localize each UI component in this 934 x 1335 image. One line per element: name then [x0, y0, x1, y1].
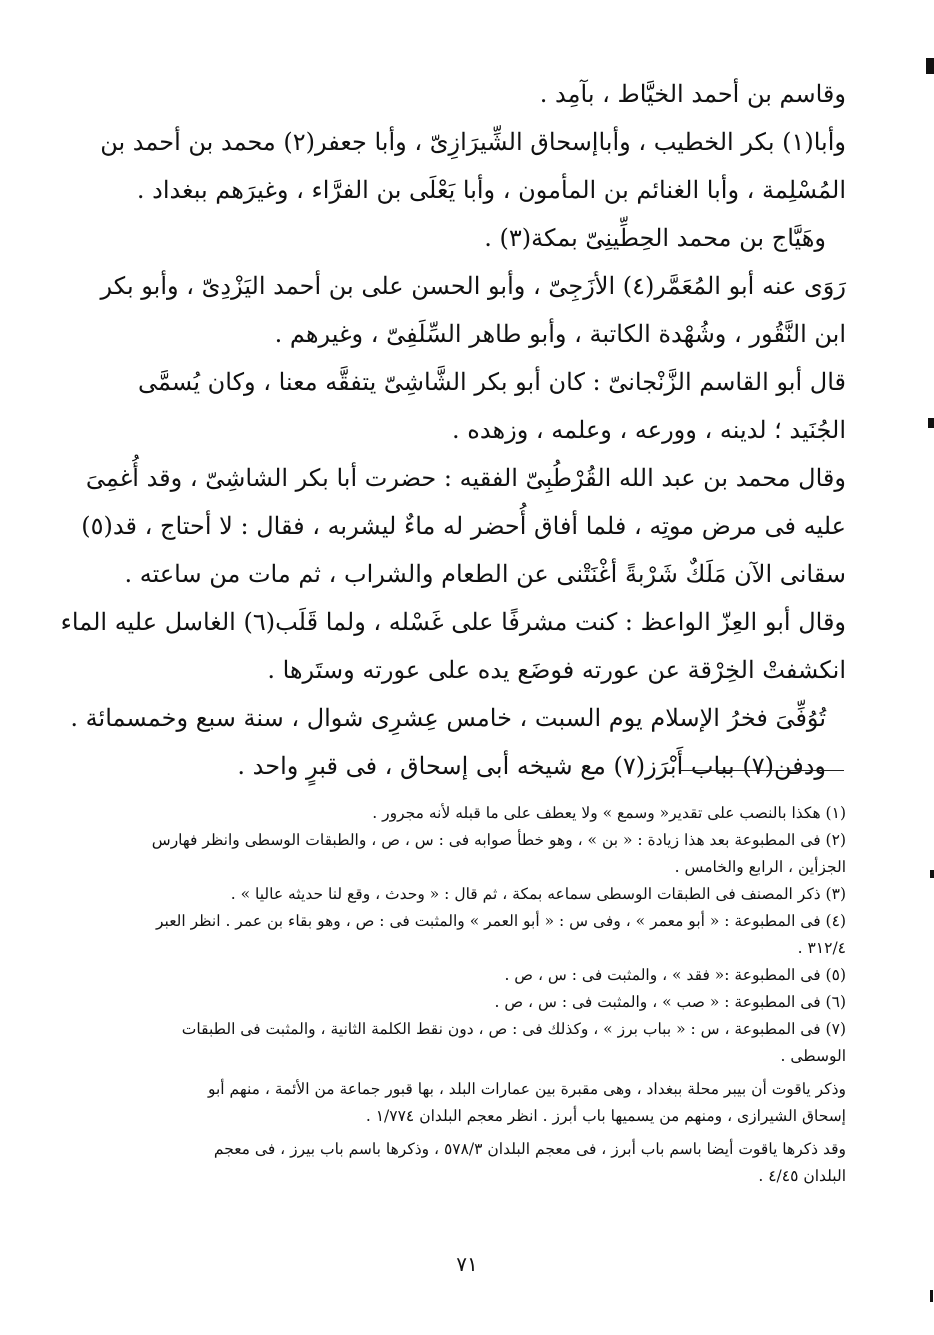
footnote-line: البلدان ٤/٤٥ .: [758, 1167, 846, 1185]
footnote-line: (٧) فى المطبوعة ، س : « بباب برز » ، وكذلك فى : ص ، دون نقط الكلمة الثانية ، والمثبت فى الطبقات: [181, 1020, 846, 1038]
footnote-line: وذكر ياقوت أن بيبر محلة ببغداد ، وهى مقبرة بين عمارات البلد ، بها قبور جماعة من الأئمة ، منهم أبو: [207, 1080, 846, 1098]
footnote-line: الجزأين ، الرابع والخامس .: [674, 858, 846, 876]
page-number: ٧١: [456, 1252, 478, 1276]
text-line: الجُنَيد ؛ لدينه ، وورعه ، وعلمه ، وزهده .: [452, 416, 846, 444]
footnote-line: (٥) فى المطبوعة :« فقد » ، والمثبت فى : س ، ص .: [504, 966, 846, 984]
footnote-line: (١) هكذا بالنصب على تقدير« وسمع » ولا يعطف على ما قبله لأنه مجرور .: [372, 804, 846, 822]
text-line: وأبا(١) بكر الخطيب ، وأباإسحاق الشِّيرَازِىّ ، وأبا جعفر(٢) محمد بن أحمد بن: [100, 128, 846, 156]
footnote-line: (٣) ذكر المصنف فى الطبقات الوسطى سماعه بمكة ، ثم قال : « وحدث ، وقع لنا حديثه عاليا » .: [230, 885, 846, 903]
text-line: وقال محمد بن عبد الله القُرْطُبِىّ الفقيه : حضرت أبا بكر الشاشِىّ ، وقد أُغمِىَ: [85, 464, 846, 492]
footnote-line: الوسطى .: [780, 1047, 846, 1065]
text-line: انكشفتْ الخِرْقة عن عورته فوضَع يده على عورته وستَرها .: [267, 656, 846, 684]
text-line: تُوُفِّىَ فخرُ الإسلام يوم السبت ، خامس عِشرِى شوال ، سنة سبع وخمسمائة .: [70, 704, 826, 732]
text-line: رَوَى عنه أبو المُعَمَّر(٤) الأزَجِىّ ، وأبو الحسن على بن أحمد اليَزْدِىّ ، وأبو بكر: [100, 272, 846, 300]
footnote-line: وقد ذكرها ياقوت أيضا باسم باب أبرز ، فى معجم البلدان ٥٧٨/٣ ، وذكرها باسم باب بيرز ، فى معجم: [213, 1140, 846, 1158]
scan-edge-mark: [928, 418, 934, 428]
text-line: وقاسم بن أحمد الخيَّاط ، بآمِد .: [539, 80, 846, 108]
footnote-separator: [680, 770, 844, 771]
footnotes-block: [130, 800, 846, 1190]
text-line: وقال أبو العِزّ الواعظ : كنت مشرفًا على غَسْله ، ولما قَلَب(٦) الغاسل عليه الماء: [60, 608, 846, 636]
main-text-block: [60, 70, 846, 790]
text-line: ودفن(٧) بباب أَبْرَز(٧) مع شيخه أبى إسحاق ، فى قبرٍ واحد .: [237, 752, 826, 780]
footnote-line: إسحاق الشيرازى ، ومنهم من يسميها باب أبرز . انظر معجم البلدان ١/٧٧٤ .: [365, 1107, 846, 1125]
footnote-line: (٦) فى المطبوعة : « صب » ، والمثبت فى : س ، ص .: [494, 993, 846, 1011]
scan-edge-mark: [930, 870, 934, 878]
scan-edge-mark: [930, 1290, 933, 1302]
text-line: عليه فى مرض موتِه ، فلما أفاق أُحضر له ماءٌ ليشربه ، فقال : لا أحتاج ، قد(٥): [81, 512, 846, 540]
footnote-line: (٤) فى المطبوعة : « أبو معمر » ، وفى س : « أبو العمر » والمثبت فى : ص ، وهو بقاء بن عمر . انظر العبر: [155, 912, 846, 930]
scan-edge-mark: [926, 58, 934, 74]
text-line: المُسْلِمة ، وأبا الغنائم بن المأمون ، وأبا يَعْلَى بن الفرَّاء ، وغيرَهم ببغداد .: [136, 176, 846, 204]
footnote-line: ٣١٢/٤ .: [797, 939, 846, 957]
footnote-line: (٢) فى المطبوعة بعد هذا زيادة : « بن » ، وهو خطأ صوابه فى : س ، ص ، والطبقات الوسطى وانظر فهارس: [151, 831, 846, 849]
text-line: ابن النَّقُور ، وشُهْدة الكاتبة ، وأبو طاهر السِّلَفِىّ ، وغيرهم .: [274, 320, 846, 348]
text-line: قال أبو القاسم الزَّنْجانىّ : كان أبو بكر الشَّاشِىّ يتفقَّه معنا ، وكان يُسمَّى: [138, 368, 846, 396]
text-line: وهَيَّاج بن محمد الحِطِّينِىّ بمكة(٣) .: [484, 224, 826, 252]
text-line: سقانى الآن مَلَكٌ شَرْبةً أغْنَتْنى عن الطعام والشراب ، ثم مات من ساعته .: [124, 560, 846, 588]
